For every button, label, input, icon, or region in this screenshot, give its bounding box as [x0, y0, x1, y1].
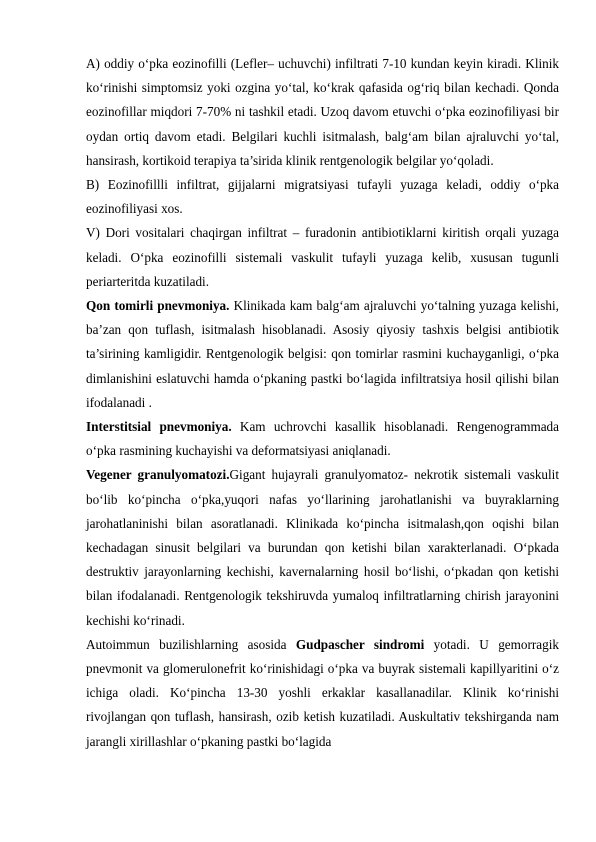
section-heading: Qon tomirli pnevmoniya.: [86, 298, 230, 314]
inline-bold-term: Gudpascher sindromi: [295, 636, 425, 652]
section-heading: Interstitsial pnevmoniya.: [86, 419, 232, 435]
paragraph-text: A) oddiy o‘pka eozinofilli (Lefler– uchuvchi) infiltrati 7-10 kundan keyin kiradi. Klinik ko‘rinishi simptomsiz yoki ozgina yo‘tal, ko‘krak qafasida og‘riq bilan kechadi. Qonda eozinofillar miqdori 7-70% ni tashkil etadi. Uzoq davom etuvchi o‘pka eozinofiliyasi bir oydan ortiq davom etadi. Belgilari kuchli isitmalash, balg‘am bilan ajraluvchi yo‘tal, hansirash, kortikoid terapiya ta’sirida klinik rentgenologik belgilar yo‘qoladi.: [86, 56, 559, 168]
paragraph-text: yotadi. U gemorragik pnevmonit va glomerulonefrit ko‘rinishidagi o‘pka va buyrak sistemali kapillyaritini o‘z ichiga oladi. Ko‘pincha 13-30 yoshli erkaklar kasallanadilar. Klinik ko‘rinishi rivojlangan qon tuflash, hansirash, ozib ketish kuzatiladi. Auskultativ tekshirganda nam jarangli xirillashlar o‘pkaning pastki bo‘lagida: [86, 636, 559, 749]
paragraph-goodpasture: [86, 633, 559, 754]
paragraph-text: Kam uchrovchi kasallik hisoblanadi. Rengenogrammada o‘pka rasmining kuchayishi va deformatsiyasi aniqlanadi.: [86, 419, 560, 459]
paragraph-interstitial-pneumonia: [86, 415, 559, 463]
paragraph-v: [86, 221, 559, 294]
paragraph-text: Gigant hujayrali granulyomatoz- nekrotik sistemali vaskulit bo‘lib ko‘pincha o‘pka,yuqori nafas yo‘llarining jarohatlanishi va buyraklarning jarohatlaninishi bilan asoratlanadi. Klinikada ko‘pincha isitmalash,qon oqishi bilan kechadagan sinusit belgilari va burundan qon ketishi bilan xarakterlanadi. O‘pkada destruktiv jarayonlarning kechishi, kavernalarning hosil bo‘lishi, o‘pkadan qon ketishi bilan ifodalanadi. Rentgenologik tekshiruvda yumaloq infiltratlarning chirish jarayonini kechishi ko‘rinadi.: [86, 467, 560, 628]
section-heading: Vegener granulyomatozi.: [86, 467, 230, 483]
document-page: [86, 52, 559, 754]
paragraph-wegener: [86, 463, 559, 632]
paragraph-b: [86, 173, 559, 221]
paragraph-text: Autoimmun buzilishlarning asosida: [86, 636, 296, 652]
paragraph-vascular-pneumonia: [86, 294, 559, 415]
paragraph-text: V) Dori vositalari chaqirgan infiltrat – furadonin antibiotiklarni kiritish orqali yuzaga keladi. O‘pka eozinofilli sistemali vaskulit tufayli yuzaga kelib, xususan tugunli periarteritda kuzatiladi.: [86, 225, 559, 289]
paragraph-text: B) Eozinofillli infiltrat, gijjalarni migratsiyasi tufayli yuzaga keladi, oddiy o‘pka eozinofiliyasi xos.: [86, 177, 559, 217]
paragraph-text: Klinikada kam balg‘am ajraluvchi yo‘talning yuzaga kelishi, ba’zan qon tuflash, isitmalash hisoblanadi. Asosiy qiyosiy tashxis belgisi antibiotik ta’sirining kamligidir. Rentgenologik belgisi: qon tomirlar rasmini kuchayganligi, o‘pka dimlanishini eslatuvchi hamda o‘pkaning pastki bo‘lagida infiltratsiya hosil qilishi bilan ifodalanadi .: [86, 298, 559, 410]
paragraph-a: [86, 52, 559, 173]
